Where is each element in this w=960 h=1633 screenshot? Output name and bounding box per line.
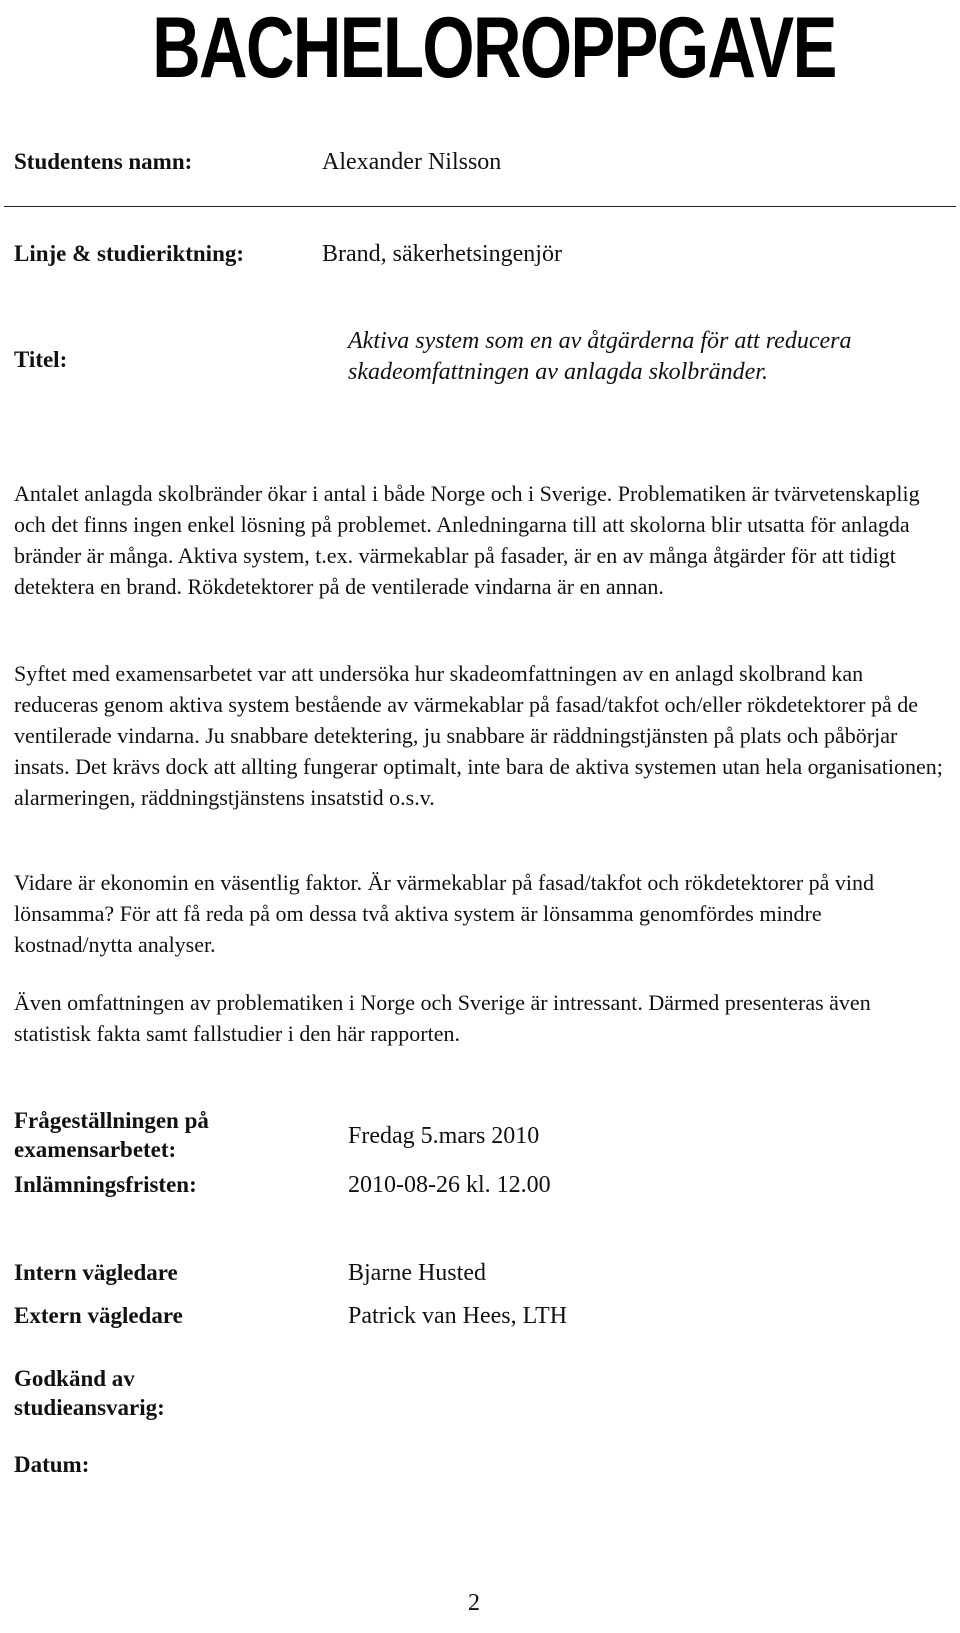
student-name-label: Studentens namn:	[14, 149, 193, 174]
deadline-value: 2010-08-26 kl. 12.00	[348, 1172, 551, 1198]
external-supervisor-value: Patrick van Hees, LTH	[348, 1303, 568, 1329]
line-value: Brand, säkerhetsingenjör	[322, 241, 562, 267]
document-banner-title: BACHELOROPPGAVE	[152, 0, 836, 96]
abstract-paragraph-1-text: Antalet anlagda skolbränder ökar i antal i både Norge och i Sverige. Problematiken är tvärvetenskaplig och det finns ingen enkel lösning på problemet. Anledningarna till att skolorna blir utsatta för anlagda bränder är många. Aktiva system, t.ex. värmekablar på fasader, är en av många åtgärder för att tidigt detektera en brand. Rökdetektorer på de ventilerade vindarna är en annan.	[14, 481, 920, 599]
abstract-paragraph-1	[14, 478, 944, 602]
abstract-paragraph-2	[14, 658, 944, 813]
header-divider	[4, 206, 956, 207]
external-supervisor-label: Extern vägledare	[14, 1303, 183, 1328]
thesis-title-line-1: Aktiva system som en av åtgärderna för att reducera	[348, 328, 852, 354]
deadline-label: Inlämningsfristen:	[14, 1172, 197, 1197]
page-number: 2	[468, 1590, 480, 1616]
internal-supervisor-label: Intern vägledare	[14, 1260, 178, 1285]
approved-label-line-1: Godkänd av	[14, 1366, 135, 1391]
question-label-line-2: examensarbetet:	[14, 1137, 177, 1162]
approved-label-line-2: studieansvarig:	[14, 1395, 165, 1420]
date-label: Datum:	[14, 1452, 90, 1477]
question-label-line-1: Frågeställningen på	[14, 1108, 209, 1133]
abstract-paragraph-2-text: Syftet med examensarbetet var att undersöka hur skadeomfattningen av en anlagd skolbrand kan reduceras genom aktiva system bestående av värmekablar på fasad/takfot och/eller rökdetektorer på de ventilerade vindarna. Ju snabbare detektering, ju snabbare är räddningstjänsten på plats och påbörjar insats. Det krävs dock att allting fungerar optimalt, inte bara de aktiva systemen utan hela organisationen; alarmeringen, räddningstjänstens insatstid o.s.v.	[14, 661, 943, 810]
abstract-paragraph-3-text: Vidare är ekonomin en väsentlig faktor. Är värmekablar på fasad/takfot och rökdetektorer på vind lönsamma? För att få reda på om dessa två aktiva system är lönsamma genomfördes mindre kostnad/nytta analyser.	[14, 870, 875, 957]
abstract-paragraph-4	[14, 987, 944, 1049]
internal-supervisor-value: Bjarne Husted	[348, 1260, 486, 1286]
abstract-paragraph-4-text: Även omfattningen av problematiken i Norge och Sverige är intressant. Därmed presenteras även statistisk fakta samt fallstudier i den här rapporten.	[14, 990, 871, 1046]
question-value: Fredag 5.mars 2010	[348, 1123, 540, 1149]
abstract-paragraph-3	[14, 867, 944, 960]
thesis-title-line-2: skadeomfattningen av anlagda skolbränder.	[348, 359, 768, 385]
line-label: Linje & studieriktning:	[14, 241, 245, 266]
student-name-value: Alexander Nilsson	[322, 149, 502, 175]
thesis-title-label: Titel:	[14, 347, 68, 372]
